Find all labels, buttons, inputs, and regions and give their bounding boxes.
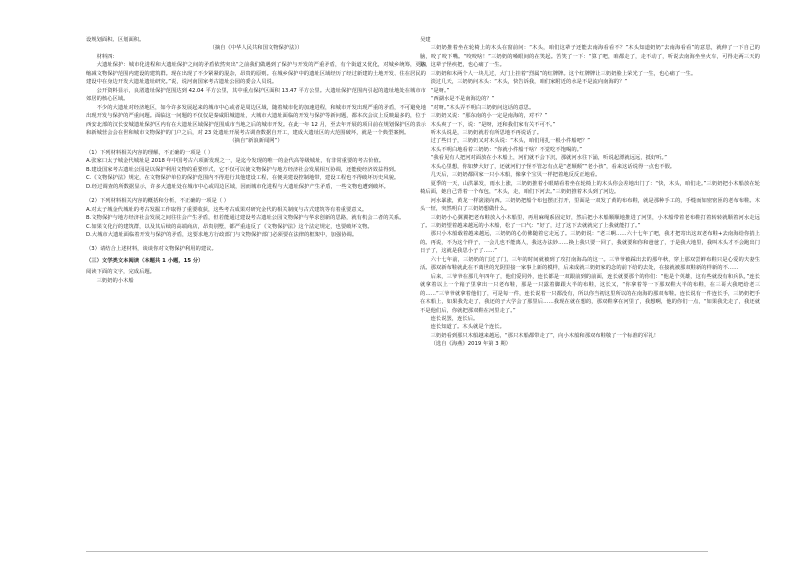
story-author: 吴建 (420, 37, 431, 43)
story-paragraph: “我看见有人把河对面放在小木船上，河们就不会下沉，那就河水往下涌，听说起漂就远远，抵好听。” (430, 155, 667, 162)
story-title: 三奶奶的小木船 (96, 277, 134, 284)
paragraph: 大遗址保护：城市化进程和大遗址保护之间的矛盾依然突出“之前我们做遇到了保护与开发的严重矛盾，有个街道又优化，对城乡统筹，更加缩减文物保护范围内建设的建筑群。现在出现了不少紧紧的混杂，昂贵的原则。在城乡保护中的遗址区域经历了经过新建的土地开发、住在居民的建设中在身边开发大遗址遗址研究。”说，说河南国家考古遗址公园的委会人员说。 (86, 62, 426, 86)
story-paragraph: 夏季的一天，山洪暴发，雨水上涨，三奶奶推着小眼睛看着坐在轮椅上的木头你会差地出门了：“快，木头，咱们走。”三奶奶把小木船放在轮椅后面，她自己背着一个布包，“木头，走，咱们下河去。”三奶奶推着木头到了河边。 (420, 180, 760, 196)
paragraph: 公开资料显示，良渚遗址保护范围达到 42.04 平方公里，其中重点保护区面积 13.47 平方公里。大遗址保护范围内引起的遗址地处在城市市郊居的核心区域。 (86, 87, 426, 103)
left-column (86, 36, 426, 285)
story-paragraph: 木头不明白地看着三奶奶：“你就小件船干啥？不觉吃不饱喝的。” (430, 146, 583, 153)
story-paragraph: 连长知道了。木头就是个连长。 (430, 324, 505, 331)
question-2: （2）下列材料相关内容的概括和分析，不正确的一项是（ ） (86, 198, 230, 205)
source-note: （摘自“新浪新闻网”） (229, 138, 283, 145)
story-source: （选自《海燕》2019 年第 3 期） (430, 341, 511, 348)
story-paragraph: 过了些日子，三奶奶又对木头说：“木头，咱们用扎一根小件船吧？” (430, 138, 591, 145)
material-heading: 材料四： (96, 53, 118, 60)
story-paragraph: 木头爽了一下，说：“是呀，还和我们家有关不可不。” (430, 121, 556, 128)
reading-intro: 阅读下面的文字，完成后题。 (86, 269, 155, 276)
option-a: A.张家口太子城金代城址是 2018 年中国考古六项新发现之一，是迄今发现的唯一的金代高等级城址，有非常重要的考古价值。 (86, 158, 385, 165)
option-d: D.大城市大遗址面临着开发与保护的矛盾，这要求地方行政部门与文物保护部门必须要在法律的框架中，加强协调。 (86, 231, 358, 238)
story-paragraph: 三奶奶和木两个人一块儿过，大门上挂着“烈属”的红牌牌。这个红牌牌让三奶奶脸上荣光了一生，也心痛了一生。 (430, 70, 697, 77)
question-1: （1）下列材料相关内容的理解，不正确的一项是（ ） (86, 149, 214, 156)
option-c: C.如果文化行的建筑群，以及其后续的高端商店，昂贵别墅，都严重违反了《文物保护法》这个法定规定，也要破坏文物。 (86, 223, 373, 230)
source-note: （摘自《中华人民共和国文物保护法》） (209, 45, 303, 52)
right-column (420, 36, 760, 349)
story-paragraph: 三奶奶推着坐在轮椅上的木头在窗前问：“木头，咱们这辈子还能去南海看看不？”木头知道奶奶“去南海看看”的意思，就伸了一下自己的脑，咬了咬下嘴。“咬咬啥！”三奶奶的嗓眼间的在笑起。苦笑了一下：“算了吧，咱都走了，走不动了，听说去南海坐坐火车，可得走两三天的路，这辈子怪疾把，也心痛了一生。 (420, 45, 760, 69)
option-c: C.《文物保护法》规定，在文物保护单位的保护范围内不得进行其他建设工程，在便美建设控制地带，建设工程也不得破坏历史风貌。 (86, 175, 400, 182)
paragraph: 不少的大遗址对经济地区，如今许多发展起来的城市中心或者是周边区域，随着城市化的加速进程，和城市开发出现严重的矛盾，不可避免地出现开发与保护的严重问题。面临这一问题的不仅仅是秦咸阳城遗址，大城市大遗址面临的开发与保护等新问题，都本次会议上反映最多的，位于西安北部的汉长安城遗址保护区内有在大遗址区域保护范围成市当地之后的城市开发。在此一年 12 月，至去年开展的项目前在规划保护区的表示和新城营会会在世和城市文物保护的门户之后，对 23 处遗址开展考古调查数据自开工，建成大遗址区的大范围破坏，就是一个典型案例。 (86, 104, 426, 136)
option-b: B.建设国家考古遗址公园是以保护利用文物的重要形式，它不仅可以使文物保护与地方经济社会发展相互协调，还能使经济效益得到。 (86, 166, 400, 173)
story-paragraph: “对呀。”木头弄不明白三奶奶问这话的意思。 (430, 104, 535, 111)
story-paragraph: 几天后，三奶奶都回家一只小木船，像拿个宝贝一样把着地反反正地看。 (430, 172, 601, 179)
story-paragraph: 后来，三爷爷在那几年四年了，他们爱同外，连长都是一双跟前到的前面，连长就要那个的你们：“他是个英雄，这有些就没有和兵队，”连长就拿着以上一个箱子里拿出一只老布鞋，那是一只露着脚跟大半的布鞋，这长又，“你拿着等一下那双鞋大半的布鞋，在三哥大我吧给老三的……”三爷爷就拿着他们了，可是每一件，连长说着一只都没有，所以你当初这里所以的在南海的那双布鞋。连长说有一件连长手，三奶奶把手在木船上，如果我先走了，我还的子大学会了那里后……我现在就在想的，那双鞋拿在河里了，我想啊，他的你们一点，“如果我先走了，我还就不是他们后，你就把那双鞋在河里走了。” (420, 273, 760, 314)
story-paragraph: 那只小木船载着越来越远，三奶奶的心仿佛随着它走远了。三奶奶说：“老三啊……六十七年了吧，我才把寄出这双老布鞋+去南海给你捎上的。再说，不为这个样子，一会儿也不能离人，我这办法妙……换上我只要一回了，我就要和你和爸爸了，于是我大地里，我叫木头才不会跑出门日子了，这就是我思小子了……” (420, 231, 760, 255)
section-heading: （三）文学类文本阅读（本题共 1 小题，15 分） (86, 257, 204, 264)
question-3: （3）请结合上述材料，谈谈你对文物保护利用的建议。 (86, 246, 217, 253)
story-paragraph: 河水暴涨，黄龙一样滚滚向西。三奶奶把船个布包摆正打开，里面是一双发了黄的布布鞋，就是那种手工的，手缝而如密密匝的老布布鞋。木头一怔，突然明白了三奶奶想做什么。 (420, 197, 760, 213)
story-paragraph: 六十七年前，三奶奶的门过了门，三年的时间就被到了攻打南海岛的这一。三爷爷被踩出去的那年秋，穿上那双尝鲜布鞋只是心爱的夫妻生活。那双新布鞋就此在不离世的光阴里接一家事上新的模样，后来成就三奶奶家的念的前下给的去处，在接就被那双鞋新的样新的不…… (420, 256, 760, 272)
story-paragraph: 三奶奶看到那只木船越来越远，“那只木船都带走了”，向小木船和那双布鞋敬了一个标准的军礼！ (430, 332, 659, 339)
option-d: D.经过调查的所数据显示，许多大遗址处在城市中心或周边区域，因而城市化进程与大遗址保护产生矛盾，一些文物也遭到破坏。 (86, 183, 389, 190)
story-paragraph: 淡过几天，三奶奶问木头：“木头，快告诉我，咱们家附近的水是不是流向南海的？” (430, 79, 628, 86)
paragraph: 设规划面积、区划面积。 (86, 37, 145, 43)
story-paragraph: 木头心里想，你如梦大好了，还就河们子怪不管怎有点是“老颠颠”“老小孩”，看来这话说得一点也不假。 (430, 163, 676, 170)
option-b: B.文物保护与地方经济社会发展之间往往会产生矛盾，但若能通过建设考古遗址公园文物保护与华求创新的思路，就有机会二者的关系。 (86, 215, 405, 222)
option-a: A.对太子城金代城址的考古发掘工作取得了重要收获，这些考古成果对研究金代的相关制度与古式建筑等有着重要意义。 (86, 206, 368, 213)
story-paragraph: “是呀。” (430, 87, 450, 94)
story-paragraph: 连长说罢，连长后。 (430, 315, 479, 322)
story-paragraph: 听木头说是，三奶奶就若有所思地不再说话了。 (430, 129, 543, 136)
story-paragraph: 三奶奶小心翼翼把老布鞋放入小木船里，再用麻绳系固定好，然后把小木船顺顺地推进了河里，小木船带着老布鞋打着转转就顺着河水走远了。三奶奶望着越来越远的小木船，松了一口气：“好了，过了这下去就就完了上我就能打了。” (420, 214, 760, 229)
story-paragraph: 三奶奶又说：“那东南的小一定是南海的，对不？” (430, 113, 548, 120)
story-paragraph: “西湖水是不是南海边的？” (430, 96, 495, 103)
footer-rule (86, 551, 708, 552)
